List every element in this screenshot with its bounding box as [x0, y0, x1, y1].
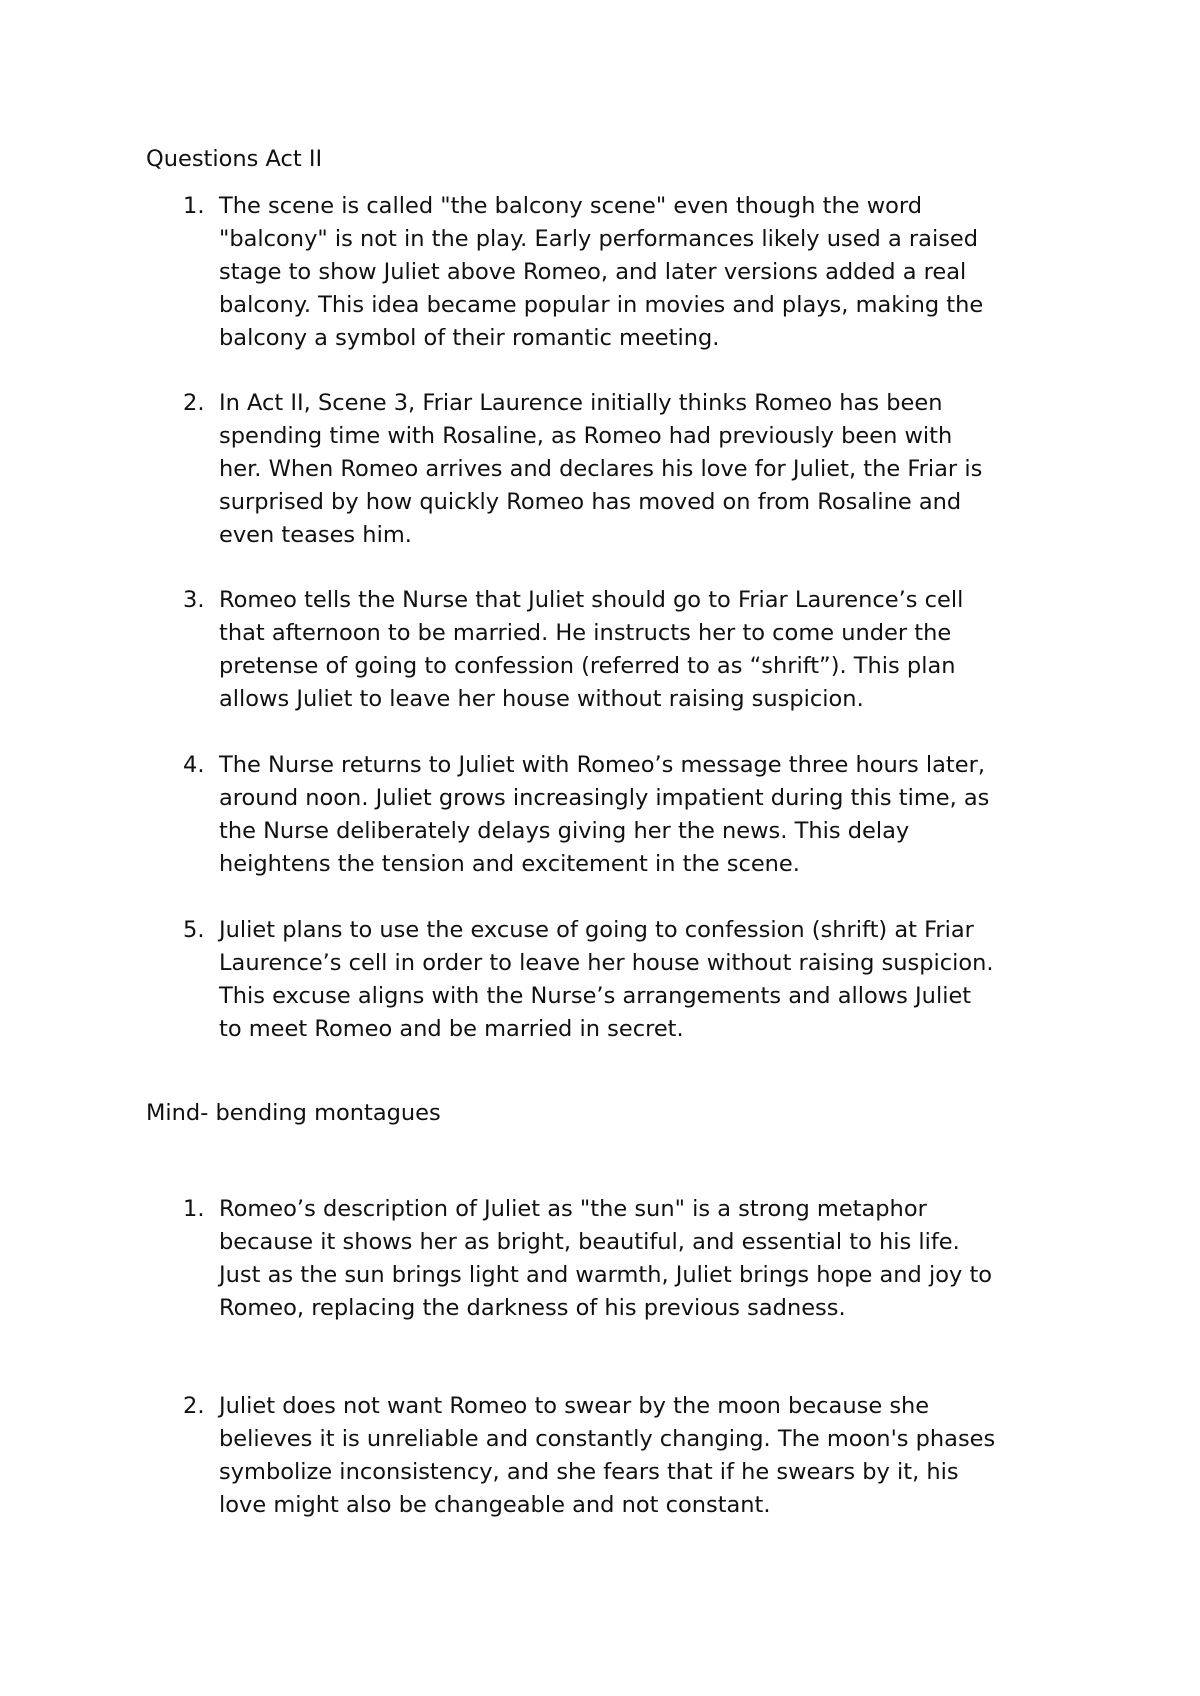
list-item-text: Romeo’s description of Juliet as "the sun" is a strong metaphor because it shows her as bright, beautiful, and essential to his life. Just as the sun brings light and warmth, Juliet brings hope and joy to Romeo, replacing the darkness of his previous sadness. — [219, 1196, 993, 1321]
list-item-text: Juliet plans to use the excuse of going to confession (shrift) at Friar Laurence’s cell in order to leave her house without raising suspicion. This excuse aligns with the Nurse’s arrangements and allows Juliet to meet Romeo and be married in secret. — [219, 917, 994, 1042]
section-heading-questions-act-ii: Questions Act II — [146, 146, 323, 172]
list-item-number: 5. — [183, 917, 205, 943]
list-item-text: The scene is called "the balcony scene" even though the word "balcony" is not in the play. Early performances likely used a raised stage to show Juliet above Romeo, and later versions added a real balcony. This idea became popular in movies and plays, making the balcony a symbol of their romantic meeting. — [219, 193, 984, 351]
list-item-number: 4. — [183, 752, 205, 778]
list-item-number: 3. — [183, 587, 205, 613]
list-item-number: 2. — [183, 1393, 205, 1419]
list-item-text: The Nurse returns to Juliet with Romeo’s message three hours later, around noon. Juliet grows increasingly impatient during this time, as the Nurse deliberately delays giving her the news. This delay heightens the tension and excitement in the scene. — [219, 752, 990, 877]
list-item-number: 2. — [183, 390, 205, 416]
list-item-text: Juliet does not want Romeo to swear by the moon because she believes it is unreliable and constantly changing. The moon's phases symbolize inconsistency, and she fears that if he swears by it, his love might also be changeable and not constant. — [219, 1393, 996, 1518]
list-item-text: Romeo tells the Nurse that Juliet should go to Friar Laurence’s cell that afternoon to be married. He instructs her to come under the pretense of going to confession (referred to as “shrift”). This plan allows Juliet to leave her house without raising suspicion. — [219, 587, 964, 712]
section-heading-mind-bending-montagues: Mind- bending montagues — [146, 1100, 441, 1126]
list-item-number: 1. — [183, 193, 205, 219]
list-item-number: 1. — [183, 1196, 205, 1222]
list-item-text: In Act II, Scene 3, Friar Laurence initially thinks Romeo has been spending time with Rosaline, as Romeo had previously been with her. When Romeo arrives and declares his love for Juliet, the Friar is surprised by how quickly Romeo has moved on from Rosaline and even teases him. — [219, 390, 983, 548]
